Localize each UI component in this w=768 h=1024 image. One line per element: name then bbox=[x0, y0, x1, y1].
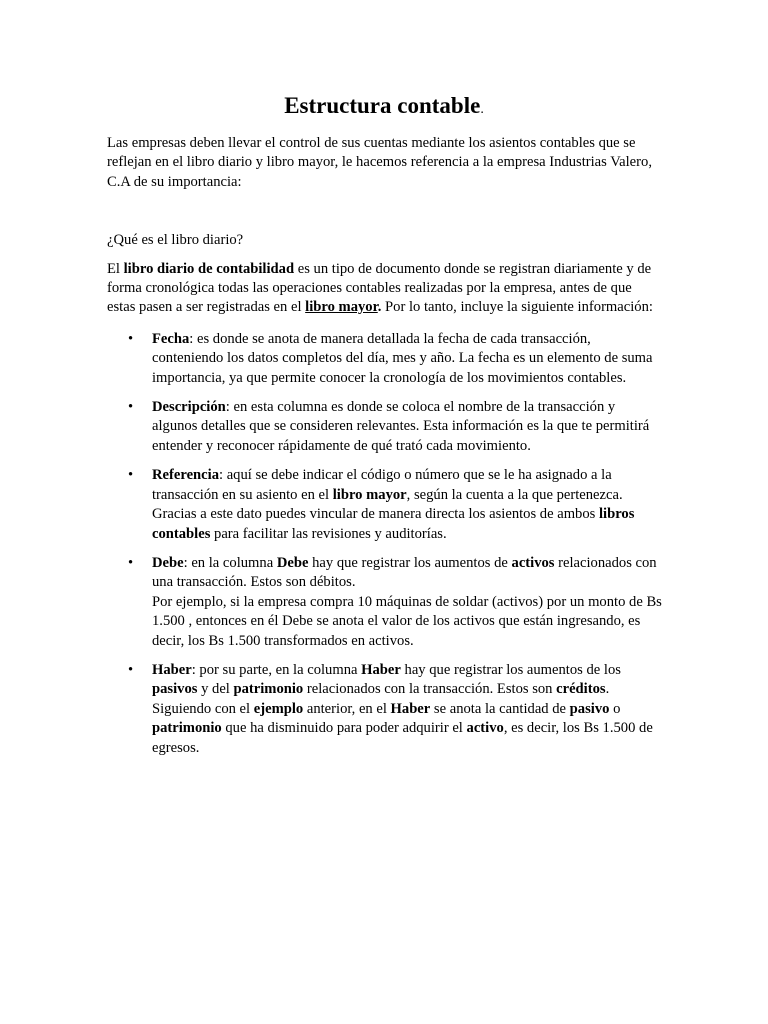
lead-text-2: es un tipo de documento donde se registran diariamente y de forma cronológica todas las operaciones contables realizadas por la empresa, antes de que estas pasen a ser registradas en el bbox=[107, 260, 652, 316]
haber-text-4: relacionados con la transacción. Estos son bbox=[303, 681, 557, 698]
term-pasivos: pasivos bbox=[152, 681, 198, 698]
haber-ex-text-5: que ha disminuido para poder adquirir el bbox=[221, 720, 467, 737]
debe-text-2: hay que registrar los aumentos de bbox=[308, 554, 512, 571]
lead-text-3: Por lo tanto, incluye la siguiente información: bbox=[381, 299, 653, 316]
term-activo: activo bbox=[466, 720, 504, 737]
list-item-fecha bbox=[128, 330, 663, 388]
term-descripcion: Descripción bbox=[152, 399, 226, 416]
debe-example: Por ejemplo, si la empresa compra 10 máquinas de soldar (activos) por un monto de Bs 1.500 , entonces en él Debe se anota el valor de los activos que están ingresando, es decir, los Bs 1.500 transformados en activos. bbox=[152, 593, 662, 649]
bullet-icon: • bbox=[128, 399, 134, 416]
lead-bold-period: . bbox=[377, 299, 382, 316]
descripcion-text: : en esta columna es donde se coloca el nombre de la transacción y algunos detalles que se consideren relevantes. Esta información es la que te permitirá entender y reconocer rápidamente de qué trató cada movimiento. bbox=[152, 399, 650, 454]
bullet-icon: • bbox=[128, 330, 134, 347]
term-libro-mayor: libro mayor bbox=[332, 486, 407, 503]
term-patrimonio: patrimonio bbox=[233, 681, 304, 698]
haber-ex-text-3: se anota la cantidad de bbox=[430, 700, 570, 717]
document-body bbox=[107, 134, 663, 768]
list-item-descripcion bbox=[128, 398, 663, 456]
haber-ex-text-1: Siguiendo con el bbox=[152, 700, 254, 717]
haber-ex-text-4: o bbox=[609, 700, 621, 717]
haber-text-3: y del bbox=[197, 681, 234, 698]
debe-text-1: : en la columna bbox=[183, 554, 277, 571]
libro-diario-paragraph bbox=[107, 260, 663, 318]
haber-ex-text-6: , es decir, los Bs 1.500 de egresos. bbox=[152, 720, 653, 756]
term-patrimonio-example: patrimonio bbox=[152, 720, 222, 737]
referencia-text-2: , según la cuenta a la que pertenezca. Gracias a este dato puedes vincular de manera directa los asientos de ambos bbox=[152, 486, 623, 523]
haber-text-1: : por su parte, en la columna bbox=[191, 661, 362, 678]
term-ejemplo: ejemplo bbox=[253, 700, 304, 717]
bullet-icon: • bbox=[128, 467, 134, 484]
title-text: Estructura contable bbox=[284, 93, 481, 118]
intro-paragraph: Las empresas deben llevar el control de sus cuentas mediante los asientos contables que se reflejan en el libro diario y libro mayor, le hacemos referencia a la empresa Industrias Valero, C.A de su importancia: bbox=[107, 135, 652, 190]
list-item-debe bbox=[128, 554, 663, 651]
referencia-text-1: : aquí se debe indicar el código o número que se le ha asignado a la transacción en su asiento en el bbox=[152, 467, 612, 503]
term-debe: Debe bbox=[152, 554, 184, 571]
term-referencia: Referencia bbox=[152, 467, 219, 484]
term-debe-column: Debe bbox=[276, 554, 309, 571]
term-haber-example: Haber bbox=[390, 700, 431, 717]
haber-text-2: hay que registrar los aumentos de los bbox=[400, 661, 621, 678]
list-item-referencia bbox=[128, 466, 663, 544]
bullet-icon: • bbox=[128, 554, 134, 571]
bullet-icon: • bbox=[128, 661, 134, 678]
haber-ex-text-2: anterior, en el bbox=[303, 700, 391, 717]
question-heading: ¿Qué es el libro diario? bbox=[107, 232, 244, 249]
haber-text-5: . bbox=[605, 681, 610, 698]
lead-bold-term: libro diario de contabilidad bbox=[123, 260, 295, 277]
term-libros-contables: libros contables bbox=[152, 506, 635, 542]
term-pasivo: pasivo bbox=[569, 700, 610, 717]
term-creditos: créditos bbox=[556, 681, 606, 698]
term-fecha: Fecha bbox=[152, 330, 190, 347]
title-period: . bbox=[480, 102, 484, 117]
debe-text-3: relacionados con una transacción. Estos son débitos. bbox=[152, 554, 657, 591]
document-title bbox=[0, 90, 768, 126]
bullet-list bbox=[107, 330, 663, 758]
fecha-text: : es donde se anota de manera detallada la fecha de cada transacción, conteniendo los datos completos del día, mes y año. La fecha es un elemento de suma importancia, ya que permite conocer la cronología de los movimientos contables. bbox=[152, 330, 653, 386]
lead-text-1: El bbox=[107, 260, 124, 277]
term-haber: Haber bbox=[152, 661, 192, 678]
term-haber-column: Haber bbox=[361, 661, 401, 678]
libro-mayor-link[interactable]: libro mayor bbox=[305, 299, 378, 316]
list-item-haber bbox=[128, 661, 663, 758]
term-activos: activos bbox=[511, 554, 555, 571]
referencia-text-3: para facilitar las revisiones y auditorías. bbox=[210, 525, 447, 542]
